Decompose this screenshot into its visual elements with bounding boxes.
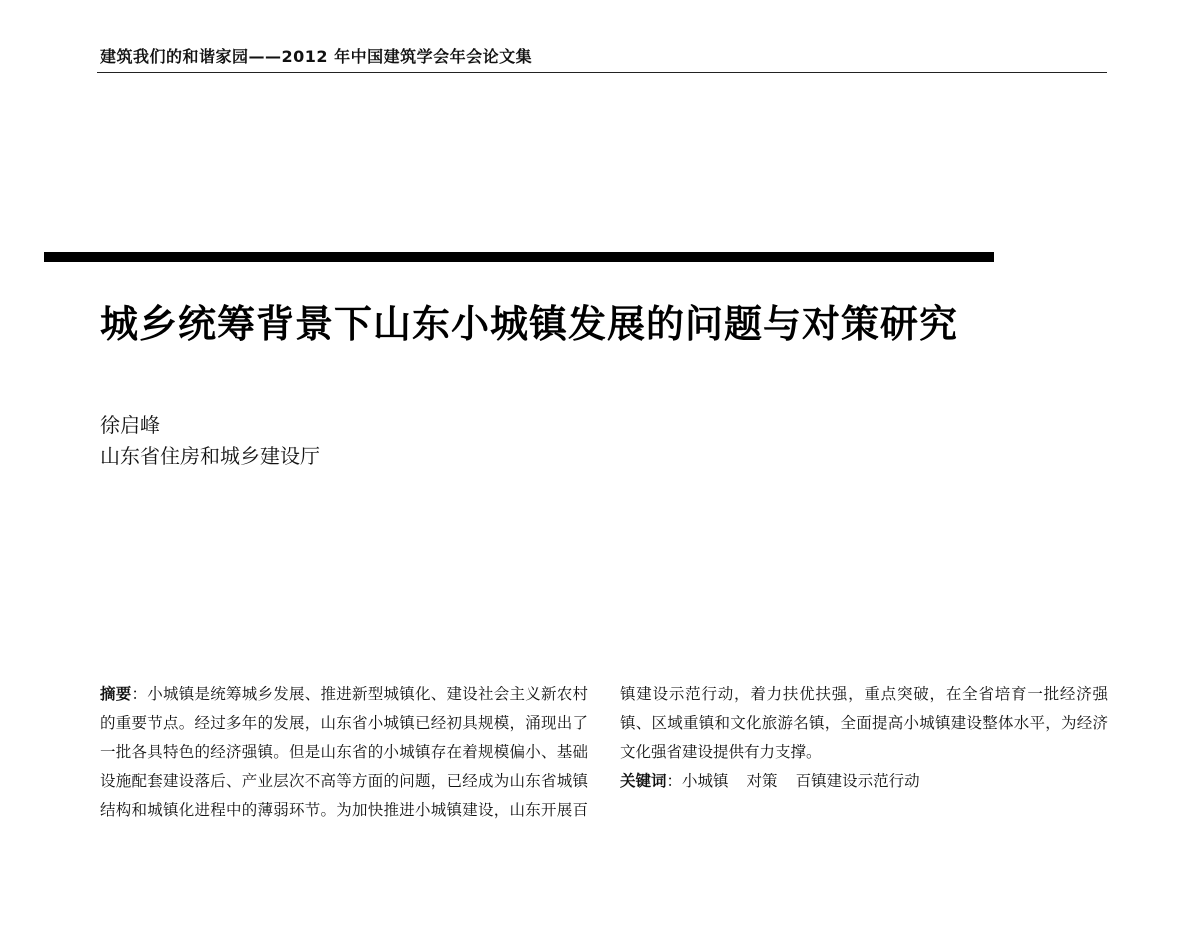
paper-title: 城乡统筹背景下山东小城镇发展的问题与对策研究 [100, 302, 959, 346]
header-rule [97, 72, 1107, 73]
abstract-section [100, 680, 1108, 825]
keywords-separator: ： [666, 772, 683, 790]
keywords-paragraph [620, 767, 1108, 796]
abstract-text: 小城镇是统筹城乡发展、推进新型城镇化、建设社会主义新农村的重要节点。经过多年的发展，山东省小城镇已经初具规模，涌现出了一批各具特色的经济强镇。但是山东省的小城镇存在着规模偏小、基础设施配套建设落后、产业层次不高等方面的问题，已经成为山东省城镇结构和城镇化进程中的薄弱环节。为加快推进小城镇建设，山东开展百镇建设示范行动，着力扶优扶强，重点突破，在全省培育一批经济强镇、区域重镇和文化旅游名镇，全面提高小城镇建设整体水平，为经济文化强省建设提供有力支撑。 [100, 685, 1108, 819]
abstract-label: 摘要 [100, 685, 132, 703]
keyword-item: 百镇建设示范行动 [795, 772, 920, 790]
abstract-separator: ： [131, 685, 148, 703]
keyword-item: 小城镇 [682, 772, 729, 790]
author-affiliation: 山东省住房和城乡建设厅 [100, 444, 320, 468]
keyword-item: 对策 [746, 772, 778, 790]
running-header: 建筑我们的和谐家园——2012 年中国建筑学会年会论文集 [100, 47, 533, 66]
author-name: 徐启峰 [100, 413, 160, 437]
keywords-label: 关键词 [620, 772, 667, 790]
title-bar [44, 252, 994, 262]
abstract-paragraph [100, 680, 1108, 825]
